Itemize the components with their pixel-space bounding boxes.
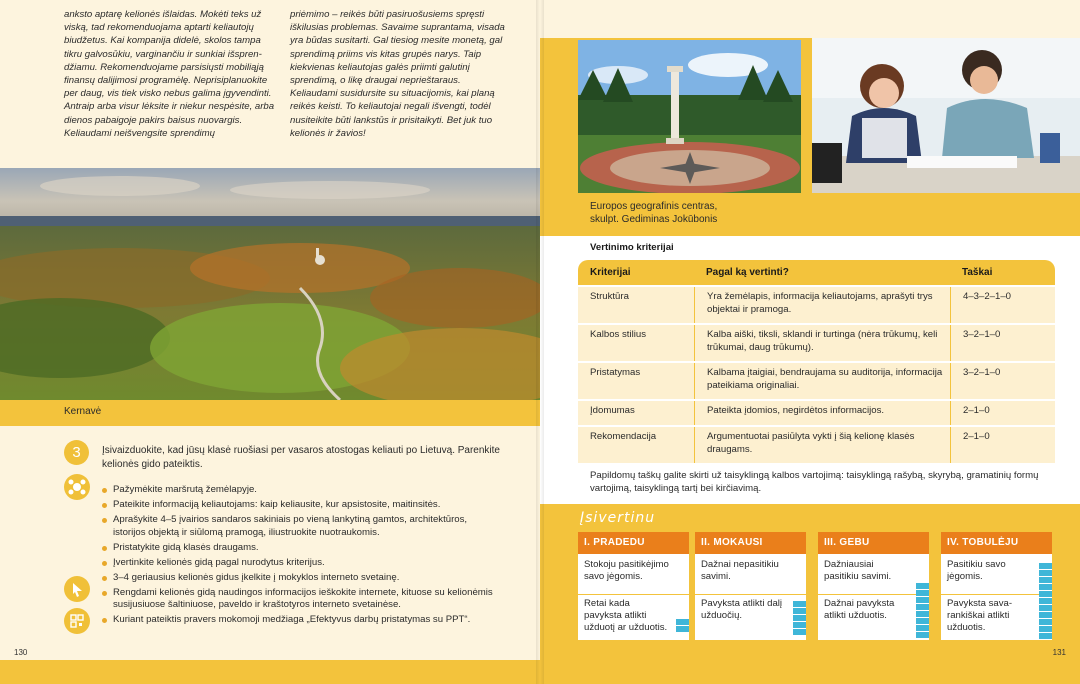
header-criteria: Kriterijai <box>590 267 631 278</box>
divider <box>941 594 1052 595</box>
level-bar-icon <box>1039 562 1052 639</box>
europe-center-photo <box>578 40 801 193</box>
right-page <box>540 0 1080 684</box>
assess-column-header: II. MOKAUSI <box>695 532 806 554</box>
page-number-left: 130 <box>14 648 28 657</box>
bullet-item: Pristatykite gidą klasės draugams. <box>102 542 502 555</box>
bottom-band <box>0 660 540 684</box>
assess-statement-tasks: Pavyksta savarankiškai atlikti užduotis. <box>947 598 1013 633</box>
header-points: Taškai <box>962 267 993 278</box>
bottom-band <box>540 660 1080 684</box>
group-work-icon <box>64 474 90 500</box>
assess-statement-confidence: Dažniausiai pasitikiu savimi. <box>824 559 892 582</box>
criteria-table-header <box>578 260 1055 285</box>
top-cream-strip <box>540 0 1080 38</box>
task-number-badge: 3 <box>64 440 89 465</box>
level-bar-icon <box>793 600 806 635</box>
how-cell: Kalbama įtaigiai, bendraujama su auditorija, informacija pateikiama originaliai. <box>694 363 950 399</box>
level-bar-icon <box>676 618 689 632</box>
bullet-item: Pažymėkite maršrutą žemėlapyje. <box>102 484 502 497</box>
assess-statement-confidence: Pasitikiu savo jėgomis. <box>947 559 1006 582</box>
cursor-click-icon <box>64 576 90 602</box>
divider <box>578 594 689 595</box>
points-cell: 3–2–1–0 <box>950 363 1055 399</box>
how-cell: Kalba aiški, tiksli, sklandi ir turtinga (nėra trūkumų, keli trūkumai, daug trūkumų). <box>694 325 950 361</box>
bullet-item: Pateikite informaciją keliautojams: kaip keliausite, kur apsistosite, maitinsitės. <box>102 499 502 512</box>
how-cell: Yra žemėlapis, informacija keliautojams, aprašyti trys objektai ir pramoga. <box>694 287 950 323</box>
table-row <box>578 399 1055 425</box>
assess-column-header: III. GEBU <box>818 532 929 554</box>
criterion-cell: Įdomumas <box>590 405 635 416</box>
assess-statement-tasks: Retai kada pavyksta atlikti užduotį ar užduotis. <box>584 598 668 633</box>
assess-column-mokausi <box>695 532 806 640</box>
assess-column-tobuleju <box>941 532 1052 640</box>
bullet-item: Rengdami kelionės gidą naudingos informacijos ieškokite internete, kituose su kelionėmis susijusiuose šaltiniuose, paveldo ir kraštotyros interneto svetainėse. <box>102 587 502 612</box>
table-row <box>578 425 1055 463</box>
criterion-cell: Struktūra <box>590 291 629 302</box>
task-bullet-list <box>102 484 502 629</box>
kernave-landscape-image <box>0 168 540 400</box>
assess-column-header: IV. TOBULĖJU <box>941 532 1052 554</box>
points-cell: 3–2–1–0 <box>950 325 1055 361</box>
divider <box>818 594 929 595</box>
assess-statement-confidence: Dažnai nepasitikiu savimi. <box>701 559 779 582</box>
points-cell: 4–3–2–1–0 <box>950 287 1055 323</box>
kernave-photo <box>0 168 540 400</box>
assess-column-gebu <box>818 532 929 640</box>
criterion-cell: Kalbos stilius <box>590 329 646 340</box>
bullet-item: 3–4 geriausius kelionės gidus įkelkite į mokyklos interneto svetainę. <box>102 572 502 585</box>
criterion-cell: Rekomendacija <box>590 431 657 442</box>
bullet-item: Kuriant pateiktis pravers mokomoji medžiaga „Efektyvus darbų pristatymas su PPT“. <box>102 614 502 627</box>
points-cell: 2–1–0 <box>950 427 1055 463</box>
students-photo <box>812 38 1080 193</box>
assess-column-header: I. PRADEDU <box>578 532 689 554</box>
assess-statement-confidence: Stokoju pasitikėjimo savo jėgomis. <box>584 559 669 582</box>
monument-image <box>578 40 801 193</box>
table-row <box>578 361 1055 399</box>
bullet-item: Įvertinkite kelionės gidą pagal nurodytus kriterijus. <box>102 557 502 570</box>
text-column-2: priėmimo – reikės būti pasiruošusiems spręsti iškilusias problemas. Savaime suprantama, visada yra būdas susitarti. Gal tiesiog mesite monetą, gal sprendimą priims vis kitas grupės narys. Taip kiekvienas keliautojas galės priimti galutinį sprendimą, o likę draugai neprieštaraus. Keliaudami susidursite su situacijomis, kai planą reikės keisti. To keliautojai negali išvengti, todėl nusiteikite būti lankstūs ir prisitaikyti. Bet juk tuo kelionės ir žavios! <box>290 9 505 139</box>
table-row <box>578 323 1055 361</box>
assess-statement-tasks: Dažnai pavyksta atlikti užduotis. <box>824 598 895 621</box>
divider <box>695 594 806 595</box>
qr-code-icon <box>64 608 90 634</box>
level-bar-icon <box>916 582 929 638</box>
criteria-title: Vertinimo kriterijai <box>590 242 674 253</box>
task-intro-text: Įsivaizduokite, kad jūsų klasė ruošiasi per vasaros atostogas keliauti po Lietuvą. Parenkite kelionės gido pateiktis. <box>102 445 500 470</box>
criterion-cell: Pristatymas <box>590 367 641 378</box>
text-column-1: anksto aptarę kelionės išlaidas. Mokėti teks už viską, tad rekomenduojama aptarti keliautojų biudžetus. Kai kompanija didelė, skolos tampa tikru galvosūkiu, varginančiu ir sunkiai išsprendžiamu. Rekomenduojame parsisiųsti mobiliąją finansų dalijimosi programėlę. Neprisiplanuokite per daug, vis tiek visko nebus galima įgyvendinti. Antraip arba visur lėksite ir niekur nespėsite, arba dienos pabaigoje pakirs baisus nuovargis. Keliaudami neišvengsite sprendimų <box>64 9 275 139</box>
photo-caption-kernave: Kernavė <box>64 406 102 417</box>
photo-caption-europe-center: Europos geografinis centras, skulpt. Gediminas Jokūbonis <box>590 201 718 225</box>
page-number-right: 131 <box>1052 648 1066 657</box>
points-cell: 2–1–0 <box>950 401 1055 425</box>
how-cell: Pateikta įdomios, negirdėtos informacijos. <box>694 401 950 425</box>
self-assessment-title: Įsivertinu <box>580 510 656 526</box>
bullet-item: Aprašykite 4–5 įvairios sandaros sakiniais po vieną lankytiną gamtos, architektūros, istorijos objektą ir siūlomą pramogą, iliustruokite nuotraukomis. <box>102 514 502 539</box>
assess-column-pradedu <box>578 532 689 640</box>
table-row <box>578 285 1055 323</box>
assess-statement-tasks: Pavyksta atlikti dalį užduočių. <box>701 598 783 621</box>
criteria-table <box>578 260 1055 463</box>
students-image <box>812 38 1080 193</box>
header-how-to-evaluate: Pagal ką vertinti? <box>706 267 789 278</box>
how-cell: Argumentuotai pasiūlyta vykti į šią kelionę klasės draugams. <box>694 427 950 463</box>
criteria-note: Papildomų taškų galite skirti už taisyklingą kalbos vartojimą: taisyklingą rašybą, skyrybą, gramatinių formų vartojimą, taisyklingą tartį bei kirčiavimą. <box>590 470 1039 494</box>
